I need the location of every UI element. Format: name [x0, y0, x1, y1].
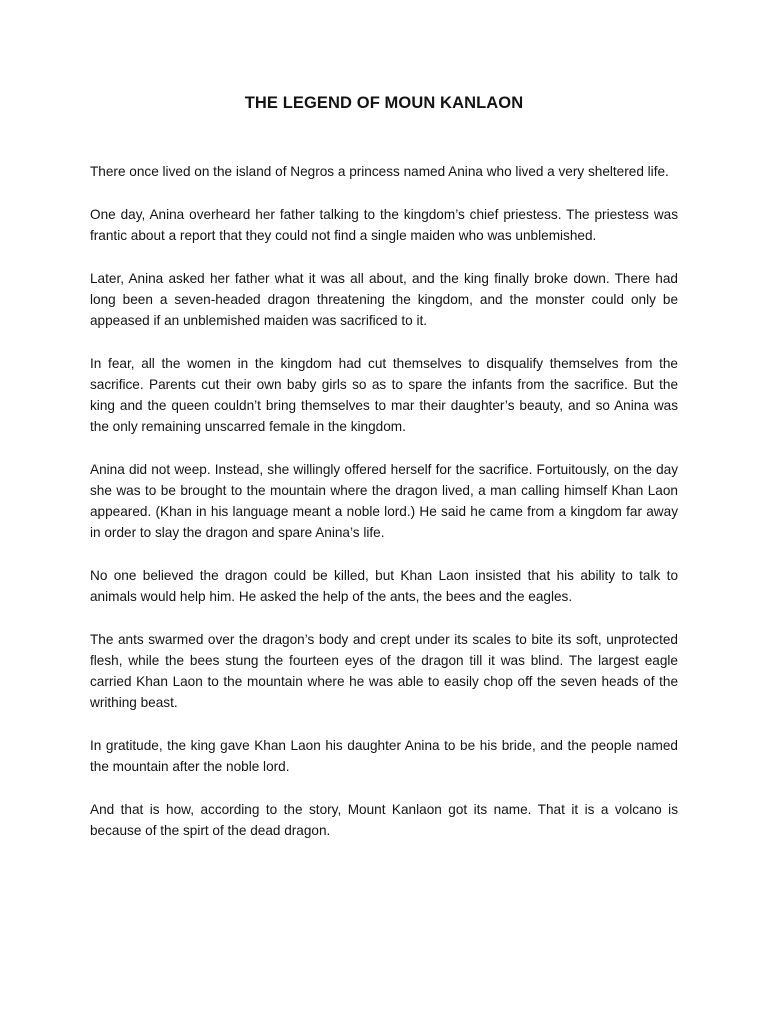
document-title: THE LEGEND OF MOUN KANLAON: [244, 94, 524, 112]
paragraph: One day, Anina overheard her father talking to the kingdom’s chief priestess. The priestess was frantic about a report that they could not find a single maiden who was unblemished.: [90, 207, 678, 243]
paragraph: And that is how, according to the story, Mount Kanlaon got its name. That it is a volcano is because of the spirt of the dead dragon.: [90, 802, 678, 838]
paragraph: In fear, all the women in the kingdom had cut themselves to disqualify themselves from the sacrifice. Parents cut their own baby girls so as to spare the infants from the sacrifice. But the king and the queen couldn’t bring themselves to mar their daughter’s beauty, and so Anina was the only remaining unscarred female in the kingdom.: [90, 356, 678, 434]
paragraph: The ants swarmed over the dragon’s body and crept under its scales to bite its soft, unprotected flesh, while the bees stung the fourteen eyes of the dragon till it was blind. The largest eagle carried Khan Laon to the mountain where he was able to easily chop off the seven heads of the writhing beast.: [90, 632, 678, 710]
paragraph: No one believed the dragon could be killed, but Khan Laon insisted that his ability to talk to animals would help him. He asked the help of the ants, the bees and the eagles.: [90, 568, 678, 604]
paragraph: In gratitude, the king gave Khan Laon his daughter Anina to be his bride, and the people named the mountain after the noble lord.: [90, 738, 678, 774]
paragraph: Later, Anina asked her father what it was all about, and the king finally broke down. There had long been a seven-headed dragon threatening the kingdom, and the monster could only be appeased if an unblemished maiden was sacrificed to it.: [90, 271, 678, 328]
paragraph: Anina did not weep. Instead, she willingly offered herself for the sacrifice. Fortuitously, on the day she was to be brought to the mountain where the dragon lived, a man calling himself Khan Laon appeared. (Khan in his language meant a noble lord.) He said he came from a kingdom far away in order to slay the dragon and spare Anina’s life.: [90, 462, 678, 540]
paragraph: There once lived on the island of Negros a princess named Anina who lived a very sheltered life.: [90, 164, 669, 179]
document-body: [90, 161, 678, 863]
